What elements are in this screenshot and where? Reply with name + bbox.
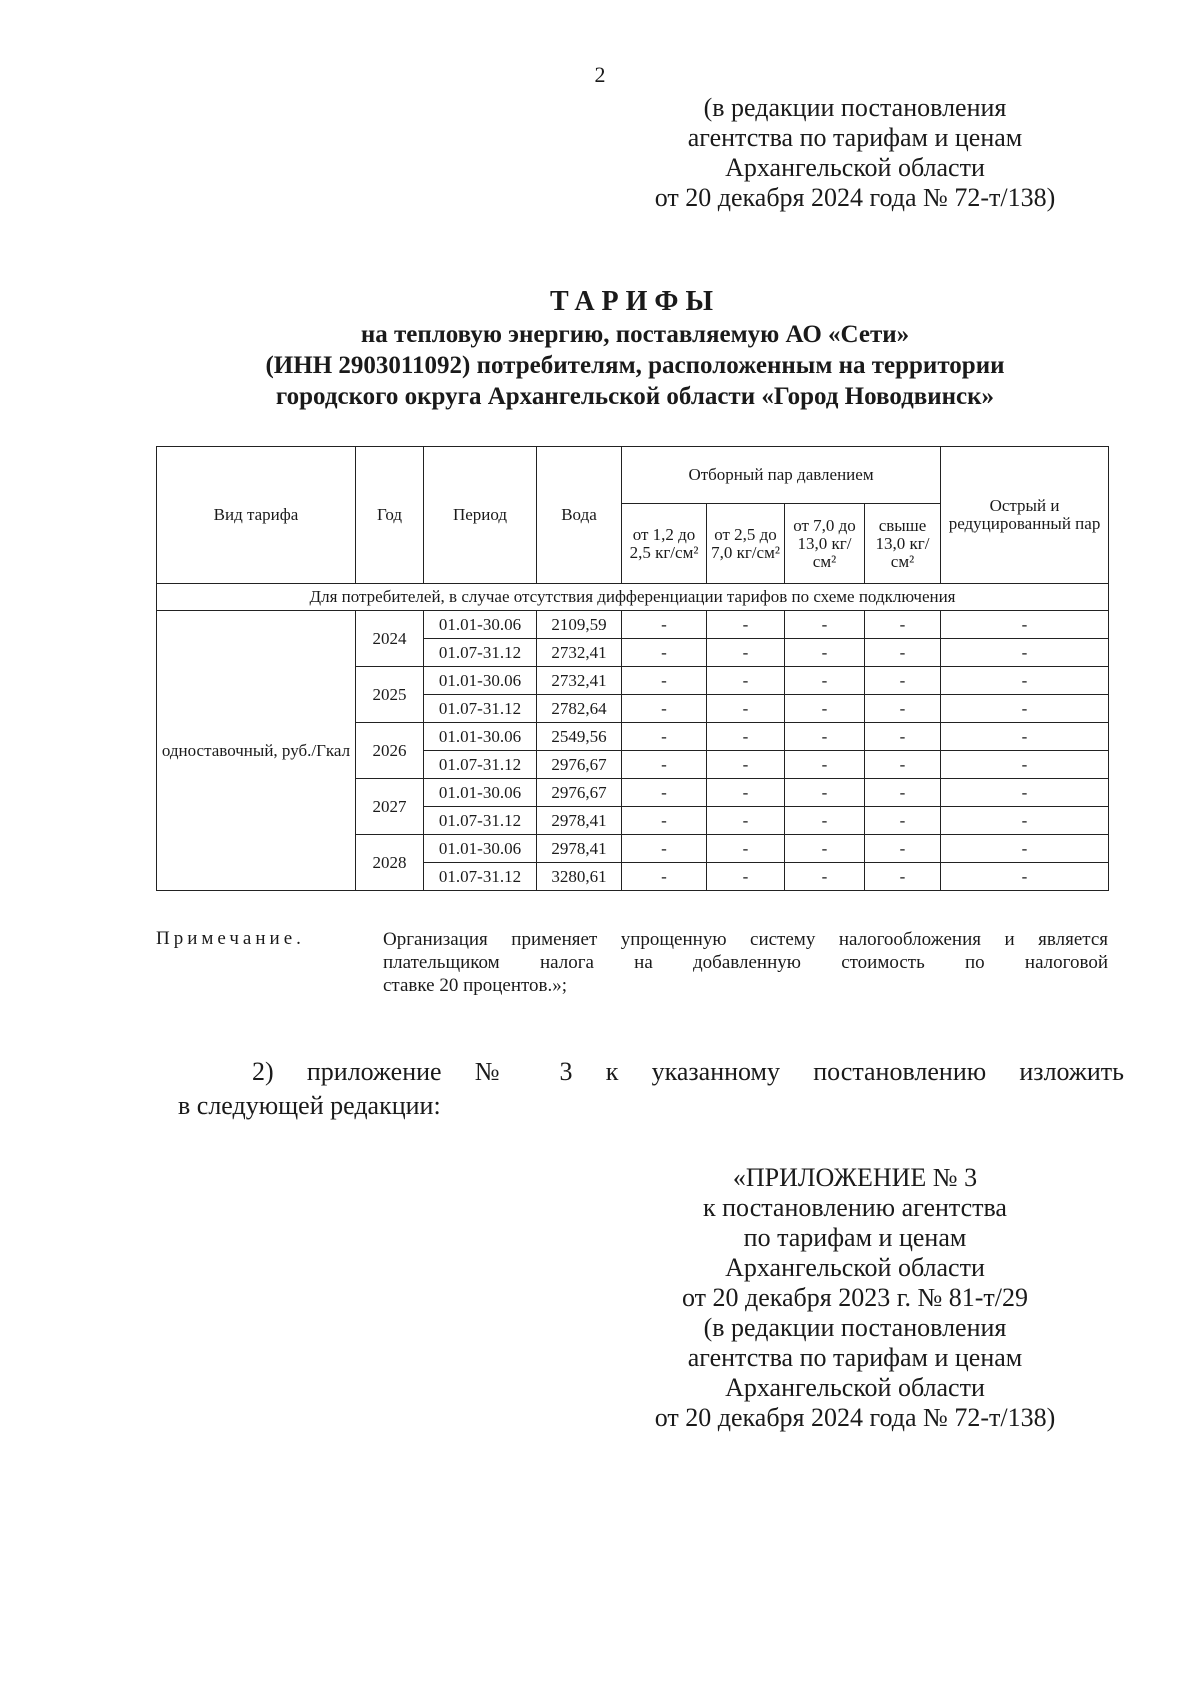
steam-3-cell: - (785, 611, 865, 639)
period-cell: 01.07-31.12 (424, 863, 537, 891)
sharp-cell: - (941, 667, 1109, 695)
document-title (150, 285, 1120, 412)
appendix-line: к постановлению агентства (703, 1193, 1007, 1222)
steam-2-cell: - (707, 723, 785, 751)
top-note-line: Архангельской области (725, 153, 985, 182)
header-period: Период (424, 447, 537, 584)
steam-2-cell: - (707, 611, 785, 639)
steam-2-cell: - (707, 667, 785, 695)
period-cell: 01.01-30.06 (424, 667, 537, 695)
steam-1-cell: - (622, 779, 707, 807)
item-2-paragraph (178, 1055, 1124, 1123)
note-label: Примечание. (156, 928, 305, 949)
water-cell: 2732,41 (537, 667, 622, 695)
period-cell: 01.01-30.06 (424, 779, 537, 807)
top-note-line: от 20 декабря 2024 года № 72-т/138) (654, 183, 1056, 212)
steam-4-cell: - (865, 835, 941, 863)
year-cell: 2027 (356, 779, 424, 835)
steam-3-cell: - (785, 807, 865, 835)
sharp-cell: - (941, 695, 1109, 723)
period-cell: 01.07-31.12 (424, 807, 537, 835)
steam-3-cell: - (785, 863, 865, 891)
header-steam-1: от 1,2 до 2,5 кг/см² (622, 504, 707, 584)
title-main: ТАРИФЫ (550, 286, 720, 317)
water-cell: 2549,56 (537, 723, 622, 751)
steam-3-cell: - (785, 751, 865, 779)
steam-4-cell: - (865, 807, 941, 835)
header-steam-3: от 7,0 до 13,0 кг/см² (785, 504, 865, 584)
sharp-cell: - (941, 779, 1109, 807)
sharp-cell: - (941, 807, 1109, 835)
header-year: Год (356, 447, 424, 584)
steam-1-cell: - (622, 611, 707, 639)
water-cell: 3280,61 (537, 863, 622, 891)
appendix-line: Архангельской области (725, 1373, 985, 1402)
water-cell: 2978,41 (537, 835, 622, 863)
sharp-cell: - (941, 863, 1109, 891)
steam-1-cell: - (622, 751, 707, 779)
steam-4-cell: - (865, 723, 941, 751)
steam-4-cell: - (865, 779, 941, 807)
steam-1-cell: - (622, 723, 707, 751)
steam-2-cell: - (707, 807, 785, 835)
steam-4-cell: - (865, 751, 941, 779)
header-tariff-type: Вид тарифа (157, 447, 356, 584)
table-row (157, 611, 1109, 639)
steam-3-cell: - (785, 639, 865, 667)
title-line: (ИНН 2903011092) потребителям, расположенным на территории (265, 352, 1005, 379)
period-cell: 01.07-31.12 (424, 639, 537, 667)
steam-1-cell: - (622, 667, 707, 695)
steam-2-cell: - (707, 695, 785, 723)
period-cell: 01.07-31.12 (424, 695, 537, 723)
sharp-cell: - (941, 723, 1109, 751)
steam-4-cell: - (865, 611, 941, 639)
note-line: плательщиком налога на добавленную стоимость по налоговой (383, 952, 1108, 973)
steam-2-cell: - (707, 863, 785, 891)
period-cell: 01.07-31.12 (424, 751, 537, 779)
appendix-line: от 20 декабря 2023 г. № 81-т/29 (681, 1283, 1029, 1312)
steam-2-cell: - (707, 779, 785, 807)
note-text (383, 928, 1108, 997)
appendix-line: от 20 декабря 2024 года № 72-т/138) (654, 1403, 1056, 1432)
sharp-cell: - (941, 835, 1109, 863)
header-water: Вода (537, 447, 622, 584)
appendix-header (620, 1163, 1090, 1433)
period-cell: 01.01-30.06 (424, 723, 537, 751)
top-note-line: (в редакции постановления (703, 93, 1007, 122)
water-cell: 2782,64 (537, 695, 622, 723)
steam-3-cell: - (785, 667, 865, 695)
header-steam-2: от 2,5 до 7,0 кг/см² (707, 504, 785, 584)
period-cell: 01.01-30.06 (424, 835, 537, 863)
steam-4-cell: - (865, 863, 941, 891)
water-cell: 2976,67 (537, 779, 622, 807)
appendix-line: Архангельской области (725, 1253, 985, 1282)
page-number: 2 (594, 62, 606, 87)
steam-1-cell: - (622, 807, 707, 835)
steam-1-cell: - (622, 863, 707, 891)
top-revision-note (620, 93, 1090, 213)
year-cell: 2024 (356, 611, 424, 667)
sharp-cell: - (941, 639, 1109, 667)
title-line: на тепловую энергию, поставляемую АО «Сети» (360, 321, 910, 348)
header-steam-4: свыше 13,0 кг/см² (865, 504, 941, 584)
tariff-table (156, 446, 1109, 891)
note-line: Организация применяет упрощенную систему налогообложения и является (383, 929, 1108, 950)
item-2-line: 2) приложение № 3 к указанному постановлению изложить (252, 1057, 1124, 1086)
appendix-line: агентства по тарифам и ценам (687, 1343, 1023, 1372)
tariff-label: одноставочный, руб./Гкал (157, 611, 356, 891)
steam-1-cell: - (622, 835, 707, 863)
steam-2-cell: - (707, 835, 785, 863)
appendix-line: по тарифам и ценам (743, 1223, 967, 1252)
water-cell: 2732,41 (537, 639, 622, 667)
steam-3-cell: - (785, 835, 865, 863)
sharp-cell: - (941, 751, 1109, 779)
note-line: ставке 20 процентов.»; (383, 975, 568, 996)
year-cell: 2025 (356, 667, 424, 723)
steam-4-cell: - (865, 667, 941, 695)
appendix-line: «ПРИЛОЖЕНИЕ № 3 (732, 1163, 978, 1192)
water-cell: 2978,41 (537, 807, 622, 835)
header-sharp-steam: Острый и редуцированный пар (941, 447, 1109, 584)
title-line: городского округа Архангельской области «Город Новодвинск» (275, 383, 995, 410)
item-2-line: в следующей редакции: (178, 1091, 441, 1120)
sharp-cell: - (941, 611, 1109, 639)
year-cell: 2026 (356, 723, 424, 779)
steam-3-cell: - (785, 723, 865, 751)
steam-4-cell: - (865, 639, 941, 667)
period-cell: 01.01-30.06 (424, 611, 537, 639)
steam-3-cell: - (785, 695, 865, 723)
steam-2-cell: - (707, 639, 785, 667)
appendix-line: (в редакции постановления (703, 1313, 1007, 1342)
water-cell: 2976,67 (537, 751, 622, 779)
steam-3-cell: - (785, 779, 865, 807)
year-cell: 2028 (356, 835, 424, 891)
header-steam-group: Отборный пар давлением (622, 447, 941, 504)
steam-4-cell: - (865, 695, 941, 723)
steam-1-cell: - (622, 639, 707, 667)
top-note-line: агентства по тарифам и ценам (687, 123, 1023, 152)
steam-2-cell: - (707, 751, 785, 779)
steam-1-cell: - (622, 695, 707, 723)
section-title: Для потребителей, в случае отсутствия дифференциации тарифов по схеме подключения (157, 584, 1109, 611)
water-cell: 2109,59 (537, 611, 622, 639)
